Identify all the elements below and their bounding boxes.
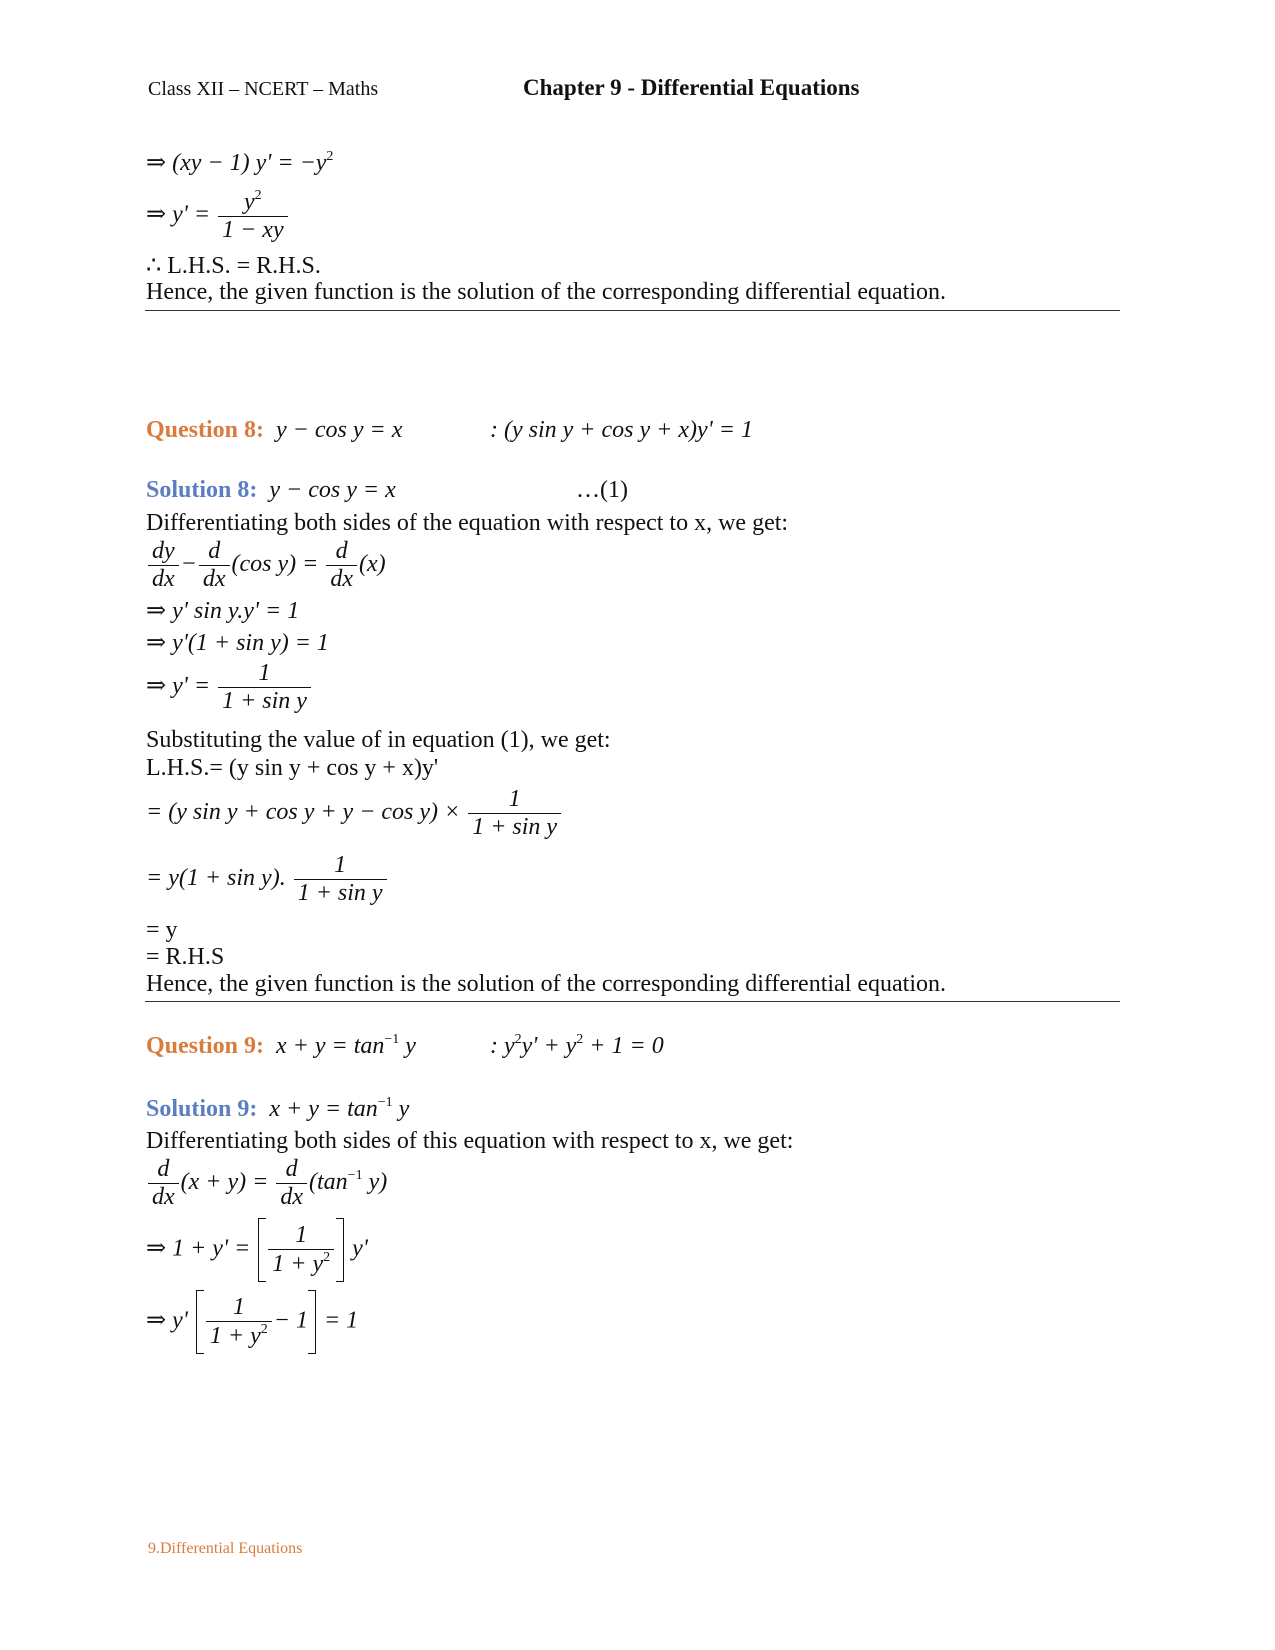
statement: ∴ L.H.S. = R.H.S.: [146, 253, 321, 279]
question-9-equation: : $y^2y' + y^2 + 1 = 0$: [490, 1032, 664, 1059]
equation-line: ⇒ y' = $\frac{y^2}{1 - xy}$: [146, 188, 290, 244]
section-divider: [145, 1001, 1120, 1002]
equation-line: = (y sin y + cos y + y − cos y) × $\frac{1}{\text{1 + sin y}}$: [146, 786, 563, 841]
section-divider: [145, 310, 1120, 311]
conclusion: Hence, the given function is the solution of the corresponding differential equation.: [146, 971, 947, 997]
solution-text: Differentiating both sides of this equation with respect to x, we get:: [146, 1128, 794, 1154]
equation-line: $\frac{d}{dx}$ (x + y) = $\frac{d}{dx}$ ($\tan^{-1}$ y): [146, 1156, 387, 1211]
equation-line: ⇒ 1 + y' = $\frac{1}{1 + y^2}$ y': [146, 1222, 368, 1277]
question-8-equation: : (y sin y + cos y + x)y' = 1: [490, 417, 753, 443]
equation-line: = R.H.S: [146, 944, 225, 970]
equation-line: ⇒ y' sin y.y' = 1: [146, 598, 300, 624]
equation-line: ⇒ y' $\frac{1}{1 + y^2}$ − 1 = 1: [146, 1294, 359, 1349]
header-subject: Class XII – NCERT – Maths: [148, 78, 379, 100]
equation-line: L.H.S.= (y sin y + cos y + x)y': [146, 755, 439, 781]
solution-9: Solution 9: $x + y = \tan^{-1} y$: [146, 1095, 410, 1122]
equation-line: ⇒ (xy − 1) $y' = -y^2$: [146, 149, 334, 176]
equation-ref: …(1): [576, 477, 628, 503]
question-8: Question 8: y − cos y = x: [146, 417, 403, 443]
chapter-title: Chapter 9 - Differential Equations: [523, 75, 860, 100]
conclusion: Hence, the given function is the solution of the corresponding differential equation.: [146, 279, 947, 305]
question-9: Question 9: $x + y = \tan^{-1} y$: [146, 1032, 416, 1059]
equation-line: ⇒ y' = $\frac{1}{\text{1 + sin y}}$: [146, 660, 313, 715]
equation-line: $\frac{dy}{dx}$ − $\frac{d}{dx}$ (cos y) = $\frac{d}{dx}$ (x): [146, 538, 386, 593]
solution-text: Differentiating both sides of the equation with respect to x, we get:: [146, 510, 789, 536]
solution-8: Solution 8: y − cos y = x: [146, 477, 396, 503]
footer: 9.Differential Equations: [148, 1540, 303, 1557]
equation-line: ⇒ y'(1 + sin y) = 1: [146, 630, 329, 656]
solution-text: Substituting the value of in equation (1), we get:: [146, 727, 611, 753]
equation-line: = y: [146, 917, 178, 943]
equation-line: = y(1 + sin y). $\frac{1}{\text{1 + sin y}}$: [146, 852, 389, 907]
